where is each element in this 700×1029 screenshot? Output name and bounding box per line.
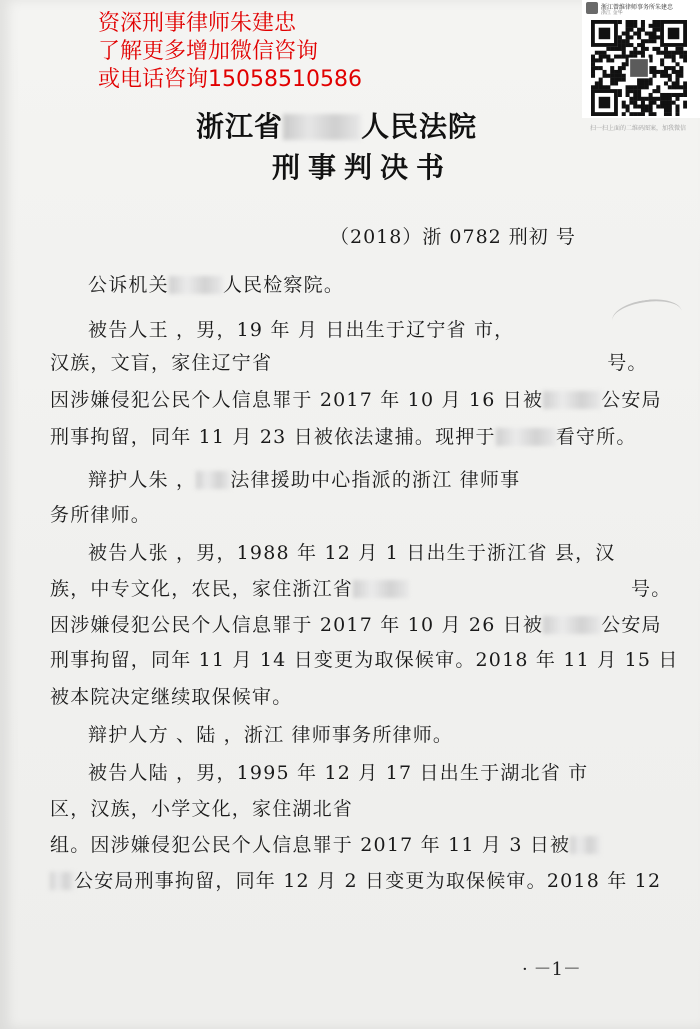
ad-line-2: 了解更多增加微信咨询 xyxy=(98,39,319,64)
text-line xyxy=(50,574,671,601)
text-segment: 公安局刑事拘留，同年 12 月 2 日变更为取保候审。2018 年 12 xyxy=(74,870,662,892)
qr-profile xyxy=(586,2,696,16)
text-segment: 号。 xyxy=(631,578,672,600)
text-segment: 公安局 xyxy=(601,614,662,636)
text-line xyxy=(50,830,600,857)
text-segment: 刑事拘留，同年 11 月 23 日被依法逮捕。现押于 xyxy=(50,426,496,448)
text-line: 被本院决定继续取保候审。 xyxy=(50,686,293,708)
qr-caption: 扫一扫上面的二维码图案，加我微信 xyxy=(590,125,687,132)
court-name-suffix: 人民法院 xyxy=(361,110,478,143)
avatar xyxy=(586,2,598,14)
defendant-lu-line: 被告人陆 ，男，1995 年 12 月 17 日出生于湖北省 市 xyxy=(88,762,589,784)
text-segment: 族，中专文化，农民，家住浙江省 xyxy=(50,578,354,600)
text-segment: 号。 xyxy=(607,352,648,374)
text-segment: 汉族，文盲，家住辽宁省 xyxy=(50,352,273,374)
redacted-text xyxy=(196,471,230,489)
redacted-region xyxy=(283,114,361,140)
defense-counsel-line xyxy=(88,465,520,492)
text-segment: 法律援助中心指派的浙江 律师事 xyxy=(230,469,521,491)
text-segment: 因涉嫌侵犯公民个人信息罪于 2017 年 10 月 16 日被 xyxy=(50,389,544,411)
prosecutor-line xyxy=(88,270,344,297)
qr-code-icon xyxy=(591,20,687,116)
court-name xyxy=(196,105,477,145)
text-line xyxy=(50,348,648,375)
case-number: （2018）浙 0782 刑初 号 xyxy=(330,226,576,248)
redacted-text xyxy=(353,580,409,598)
ad-line-3: 或电话咨询15058510586 xyxy=(98,67,362,92)
ad-line-1: 资深刑事律师朱建忠 xyxy=(98,11,297,36)
text-line: 区，汉族，小学文化，家住湖北省 xyxy=(50,798,354,820)
redacted-text xyxy=(169,276,223,294)
text-line xyxy=(50,610,662,637)
redacted-text xyxy=(543,616,601,634)
qr-profile-name: 浙江曾维律师事务所朱建忠 xyxy=(601,4,674,11)
page-number: · －1－ xyxy=(522,959,581,980)
text-line xyxy=(50,385,662,412)
text-line: 务所律师。 xyxy=(50,504,152,526)
defendant-wang-line: 被告人王 ，男，19 年 月 日出生于辽宁省 市， xyxy=(88,319,515,341)
text-line xyxy=(50,866,661,893)
text-segment: 组。因涉嫌侵犯公民个人信息罪于 2017 年 11 月 3 日被 xyxy=(50,834,571,856)
redacted-text xyxy=(496,428,556,446)
text-segment: 公安局 xyxy=(601,389,662,411)
text-segment: 辩护人朱 ， xyxy=(88,469,197,491)
text-segment: 公诉机关 xyxy=(88,274,169,296)
pen-mark xyxy=(610,295,684,336)
redacted-text xyxy=(543,391,601,409)
redacted-text xyxy=(50,872,74,890)
text-segment: 看守所。 xyxy=(555,426,637,448)
court-name-prefix: 浙江省 xyxy=(196,110,284,143)
text-segment: 因涉嫌侵犯公民个人信息罪于 2017 年 10 月 26 日被 xyxy=(50,614,544,636)
text-segment: 人民检察院。 xyxy=(222,274,345,296)
qr-profile-region: 浙江 金华 xyxy=(601,10,623,16)
document-title: 刑事判决书 xyxy=(272,151,453,184)
redacted-text xyxy=(570,836,600,854)
defense-counsel-line-2: 辩护人方 、陆 ，浙江 律师事务所律师。 xyxy=(88,724,454,746)
lawyer-ad xyxy=(98,10,362,94)
defendant-zhang-line: 被告人张 ，男，1988 年 12 月 1 日出生于浙江省 县，汉 xyxy=(88,542,616,564)
text-line xyxy=(50,422,637,449)
wechat-qr-card[interactable] xyxy=(582,0,700,118)
text-line: 刑事拘留，同年 11 月 14 日变更为取保候审。2018 年 11 月 15 日 xyxy=(50,649,679,671)
